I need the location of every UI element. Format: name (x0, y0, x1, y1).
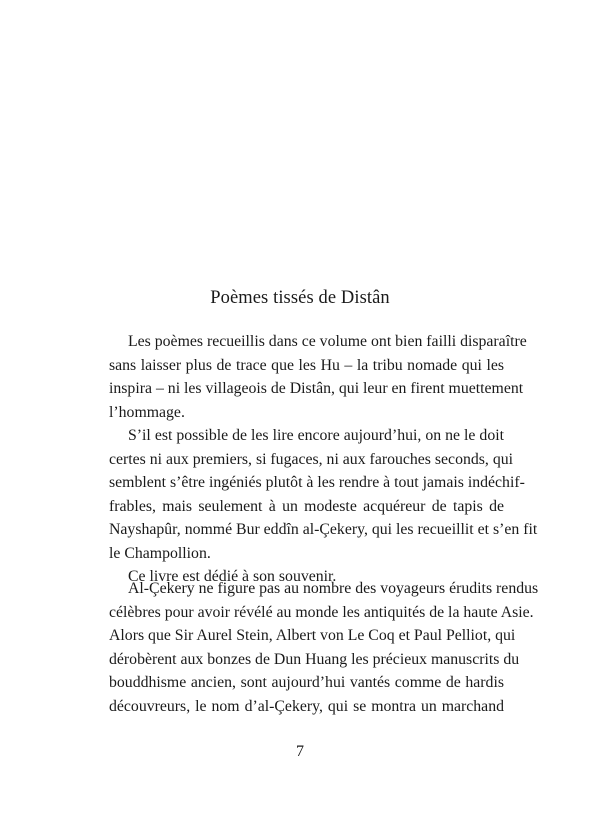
text-line: semblent s’être ingéniés plutôt à les rendre à tout jamais indéchif- (109, 474, 525, 491)
text-line: découvreurs, le nom d’al-Çekery, qui se montra un marchand (109, 697, 504, 715)
text-line: Les poèmes recueillis dans ce volume ont bien failli disparaître (128, 333, 527, 350)
text-line: l’hommage. (109, 403, 185, 421)
text-line: Al-Çekery ne figure pas au nombre des voyageurs érudits rendus (128, 580, 539, 597)
text-line: certes ni aux premiers, si fugaces, ni aux farouches seconds, qui (109, 450, 514, 468)
text-line: sans laisser plus de trace que les Hu – la tribu nomade qui les (109, 356, 504, 374)
text-line: dérobèrent aux bonzes de Dun Huang les précieux manuscrits du (109, 650, 520, 668)
text-line: S’il est possible de les lire encore aujourd’hui, on ne le doit (128, 427, 504, 444)
paragraph-block-al-cekery (109, 577, 539, 718)
text-line: Nayshapûr, nommé Bur eddîn al-Çekery, qui les recueillit et s’en fit (109, 521, 538, 538)
text-line: inspira – ni les villageois de Distân, qui leur en firent muettement (109, 380, 524, 397)
text-line: Alors que Sir Aurel Stein, Albert von Le Coq et Paul Pelliot, qui (109, 627, 516, 644)
text-line: Ce livre est dédié à son souvenir. (128, 568, 337, 585)
text-line: célèbres pour avoir révélé au monde les antiquités de la haute Asie. (109, 603, 534, 621)
chapter-title: Poèmes tissés de Distân (210, 288, 390, 308)
text-line: frables, mais seulement à un modeste acquéreur de tapis de (109, 497, 504, 515)
page-number: 7 (296, 743, 304, 760)
text-line: bouddhisme ancien, sont aujourd’hui vantés comme de hardis (109, 674, 504, 691)
text-line: le Champollion. (109, 544, 211, 562)
